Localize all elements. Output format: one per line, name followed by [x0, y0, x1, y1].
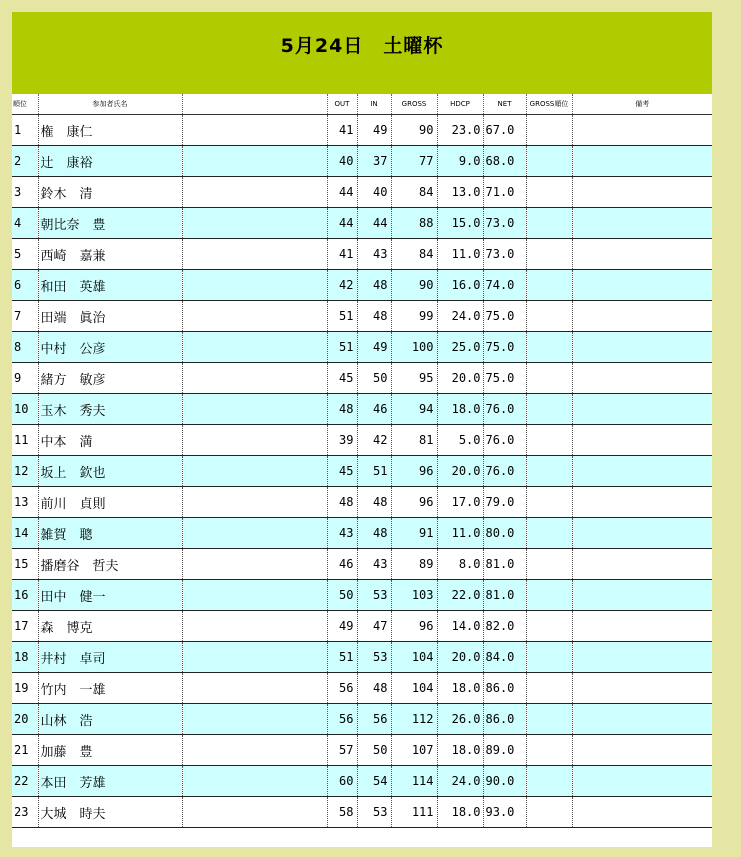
cell-net: 76.0 — [483, 425, 526, 456]
header-rank: 順位 — [12, 94, 38, 115]
cell-in: 46 — [357, 394, 391, 425]
cell-out: 58 — [327, 797, 357, 828]
cell-player-name: 鈴木 清 — [38, 177, 182, 208]
cell-note — [572, 518, 712, 549]
cell-rank: 19 — [12, 673, 38, 704]
title-band — [12, 12, 712, 94]
cell-blank — [182, 673, 327, 704]
cell-player-name: 大城 時夫 — [38, 797, 182, 828]
cell-countback — [526, 549, 572, 580]
cell-gross: 104 — [391, 642, 437, 673]
cell-out: 44 — [327, 208, 357, 239]
cell-in: 48 — [357, 301, 391, 332]
cell-player-name: 井村 卓司 — [38, 642, 182, 673]
cell-blank — [182, 735, 327, 766]
cell-player-name: 森 博克 — [38, 611, 182, 642]
cell-in: 53 — [357, 642, 391, 673]
cell-gross: 100 — [391, 332, 437, 363]
cell-note — [572, 115, 712, 146]
cell-in: 48 — [357, 487, 391, 518]
cell-rank: 9 — [12, 363, 38, 394]
cell-in: 47 — [357, 611, 391, 642]
cell-net: 89.0 — [483, 735, 526, 766]
cell-countback — [526, 673, 572, 704]
cell-gross: 96 — [391, 611, 437, 642]
cell-player-name: 本田 芳雄 — [38, 766, 182, 797]
cell-player-name: 中村 公彦 — [38, 332, 182, 363]
cell-blank — [182, 177, 327, 208]
cell-in: 40 — [357, 177, 391, 208]
cell-note — [572, 549, 712, 580]
cell-net: 79.0 — [483, 487, 526, 518]
cell-blank — [182, 208, 327, 239]
cell-gross: 114 — [391, 766, 437, 797]
cell-rank: 21 — [12, 735, 38, 766]
cell-hdcp: 20.0 — [437, 456, 483, 487]
cell-countback — [526, 580, 572, 611]
table-row — [12, 208, 712, 239]
cell-gross: 99 — [391, 301, 437, 332]
cell-rank: 1 — [12, 115, 38, 146]
cell-gross: 95 — [391, 363, 437, 394]
cell-note — [572, 332, 712, 363]
cell-countback — [526, 177, 572, 208]
results-body — [12, 115, 712, 828]
cell-net: 73.0 — [483, 239, 526, 270]
cell-hdcp: 16.0 — [437, 270, 483, 301]
table-row — [12, 487, 712, 518]
cell-player-name: 辻 康裕 — [38, 146, 182, 177]
cell-net: 74.0 — [483, 270, 526, 301]
results-table — [12, 94, 712, 828]
cell-hdcp: 24.0 — [437, 766, 483, 797]
table-row — [12, 270, 712, 301]
cell-rank: 13 — [12, 487, 38, 518]
cell-out: 57 — [327, 735, 357, 766]
cell-blank — [182, 239, 327, 270]
cell-in: 54 — [357, 766, 391, 797]
cell-player-name: 坂上 欽也 — [38, 456, 182, 487]
cell-hdcp: 24.0 — [437, 301, 483, 332]
header-net: NET — [483, 94, 526, 115]
cell-note — [572, 797, 712, 828]
cell-gross: 111 — [391, 797, 437, 828]
cell-player-name: 玉木 秀夫 — [38, 394, 182, 425]
cell-blank — [182, 146, 327, 177]
cell-countback — [526, 456, 572, 487]
cell-countback — [526, 363, 572, 394]
cell-player-name: 前川 貞則 — [38, 487, 182, 518]
cell-blank — [182, 425, 327, 456]
cell-player-name: 中本 満 — [38, 425, 182, 456]
cell-player-name: 田中 健一 — [38, 580, 182, 611]
cell-blank — [182, 580, 327, 611]
cell-hdcp: 25.0 — [437, 332, 483, 363]
cell-countback — [526, 425, 572, 456]
cell-note — [572, 239, 712, 270]
cell-out: 48 — [327, 394, 357, 425]
cell-net: 73.0 — [483, 208, 526, 239]
cell-gross: 77 — [391, 146, 437, 177]
cell-rank: 14 — [12, 518, 38, 549]
table-row — [12, 425, 712, 456]
cell-net: 81.0 — [483, 549, 526, 580]
table-row — [12, 549, 712, 580]
table-row — [12, 673, 712, 704]
header-gross: GROSS — [391, 94, 437, 115]
cell-gross: 81 — [391, 425, 437, 456]
cell-blank — [182, 301, 327, 332]
cell-player-name: 権 康仁 — [38, 115, 182, 146]
cell-net: 82.0 — [483, 611, 526, 642]
table-row — [12, 239, 712, 270]
cell-gross: 90 — [391, 115, 437, 146]
results-sheet — [12, 12, 712, 847]
cell-rank: 6 — [12, 270, 38, 301]
cell-out: 42 — [327, 270, 357, 301]
header-out: OUT — [327, 94, 357, 115]
cell-note — [572, 456, 712, 487]
cell-note — [572, 208, 712, 239]
cell-out: 45 — [327, 456, 357, 487]
cell-net: 76.0 — [483, 394, 526, 425]
cell-countback — [526, 735, 572, 766]
cell-note — [572, 580, 712, 611]
cell-blank — [182, 487, 327, 518]
cell-hdcp: 23.0 — [437, 115, 483, 146]
cell-in: 48 — [357, 518, 391, 549]
cell-out: 39 — [327, 425, 357, 456]
cell-net: 68.0 — [483, 146, 526, 177]
cell-hdcp: 5.0 — [437, 425, 483, 456]
cell-net: 86.0 — [483, 673, 526, 704]
cell-gross: 90 — [391, 270, 437, 301]
header-row — [12, 94, 712, 115]
cell-countback — [526, 239, 572, 270]
cell-rank: 20 — [12, 704, 38, 735]
cell-blank — [182, 456, 327, 487]
cell-in: 48 — [357, 673, 391, 704]
cell-net: 75.0 — [483, 332, 526, 363]
cell-in: 56 — [357, 704, 391, 735]
table-row — [12, 580, 712, 611]
cell-countback — [526, 642, 572, 673]
table-row — [12, 332, 712, 363]
cell-net: 67.0 — [483, 115, 526, 146]
cell-player-name: 竹内 一雄 — [38, 673, 182, 704]
table-row — [12, 146, 712, 177]
header-hdcp: HDCP — [437, 94, 483, 115]
cell-rank: 4 — [12, 208, 38, 239]
cell-blank — [182, 115, 327, 146]
cell-note — [572, 363, 712, 394]
cell-out: 48 — [327, 487, 357, 518]
cell-hdcp: 14.0 — [437, 611, 483, 642]
cell-in: 37 — [357, 146, 391, 177]
cell-out: 51 — [327, 301, 357, 332]
table-row — [12, 301, 712, 332]
cell-net: 81.0 — [483, 580, 526, 611]
cell-in: 48 — [357, 270, 391, 301]
cell-net: 75.0 — [483, 301, 526, 332]
cell-in: 49 — [357, 332, 391, 363]
cell-countback — [526, 487, 572, 518]
cell-in: 43 — [357, 239, 391, 270]
cell-player-name: 播磨谷 哲夫 — [38, 549, 182, 580]
cell-blank — [182, 518, 327, 549]
cell-note — [572, 673, 712, 704]
cell-out: 40 — [327, 146, 357, 177]
cell-net: 75.0 — [483, 363, 526, 394]
cell-player-name: 山林 浩 — [38, 704, 182, 735]
cell-out: 51 — [327, 332, 357, 363]
cell-hdcp: 20.0 — [437, 363, 483, 394]
table-row — [12, 735, 712, 766]
cell-out: 51 — [327, 642, 357, 673]
cell-rank: 12 — [12, 456, 38, 487]
cell-gross: 103 — [391, 580, 437, 611]
table-row — [12, 797, 712, 828]
cell-countback — [526, 332, 572, 363]
cell-gross: 96 — [391, 456, 437, 487]
page-title: 5月24日 土曜杯 — [280, 34, 444, 57]
cell-rank: 18 — [12, 642, 38, 673]
cell-out: 46 — [327, 549, 357, 580]
cell-net: 71.0 — [483, 177, 526, 208]
cell-note — [572, 270, 712, 301]
cell-blank — [182, 332, 327, 363]
header-blank — [182, 94, 327, 115]
cell-player-name: 雑賀 聰 — [38, 518, 182, 549]
cell-gross: 88 — [391, 208, 437, 239]
cell-countback — [526, 518, 572, 549]
cell-note — [572, 766, 712, 797]
cell-net: 86.0 — [483, 704, 526, 735]
cell-blank — [182, 363, 327, 394]
cell-gross: 91 — [391, 518, 437, 549]
table-row — [12, 394, 712, 425]
cell-countback — [526, 146, 572, 177]
cell-countback — [526, 766, 572, 797]
table-row — [12, 115, 712, 146]
cell-countback — [526, 611, 572, 642]
cell-out: 41 — [327, 115, 357, 146]
cell-in: 51 — [357, 456, 391, 487]
cell-countback — [526, 301, 572, 332]
cell-hdcp: 11.0 — [437, 518, 483, 549]
table-row — [12, 642, 712, 673]
cell-hdcp: 18.0 — [437, 394, 483, 425]
cell-in: 44 — [357, 208, 391, 239]
cell-rank: 15 — [12, 549, 38, 580]
cell-countback — [526, 115, 572, 146]
cell-hdcp: 17.0 — [437, 487, 483, 518]
cell-rank: 23 — [12, 797, 38, 828]
cell-hdcp: 26.0 — [437, 704, 483, 735]
cell-rank: 8 — [12, 332, 38, 363]
cell-gross: 84 — [391, 177, 437, 208]
cell-countback — [526, 208, 572, 239]
header-note: 備考 — [572, 94, 712, 115]
cell-player-name: 緒方 敏彦 — [38, 363, 182, 394]
cell-rank: 7 — [12, 301, 38, 332]
cell-note — [572, 146, 712, 177]
cell-blank — [182, 611, 327, 642]
cell-net: 84.0 — [483, 642, 526, 673]
table-row — [12, 611, 712, 642]
cell-player-name: 西崎 嘉兼 — [38, 239, 182, 270]
cell-rank: 11 — [12, 425, 38, 456]
cell-hdcp: 15.0 — [437, 208, 483, 239]
cell-in: 50 — [357, 735, 391, 766]
cell-hdcp: 18.0 — [437, 797, 483, 828]
cell-note — [572, 177, 712, 208]
cell-note — [572, 487, 712, 518]
cell-gross: 89 — [391, 549, 437, 580]
cell-in: 53 — [357, 580, 391, 611]
cell-rank: 22 — [12, 766, 38, 797]
cell-gross: 112 — [391, 704, 437, 735]
cell-blank — [182, 270, 327, 301]
cell-out: 43 — [327, 518, 357, 549]
table-row — [12, 704, 712, 735]
cell-note — [572, 704, 712, 735]
cell-out: 56 — [327, 704, 357, 735]
cell-player-name: 加藤 豊 — [38, 735, 182, 766]
cell-out: 41 — [327, 239, 357, 270]
cell-blank — [182, 797, 327, 828]
cell-in: 49 — [357, 115, 391, 146]
table-row — [12, 363, 712, 394]
cell-countback — [526, 394, 572, 425]
header-in: IN — [357, 94, 391, 115]
cell-rank: 17 — [12, 611, 38, 642]
cell-gross: 104 — [391, 673, 437, 704]
cell-note — [572, 394, 712, 425]
cell-in: 50 — [357, 363, 391, 394]
cell-gross: 107 — [391, 735, 437, 766]
cell-net: 80.0 — [483, 518, 526, 549]
cell-player-name: 田端 眞治 — [38, 301, 182, 332]
cell-hdcp: 11.0 — [437, 239, 483, 270]
cell-note — [572, 611, 712, 642]
cell-player-name: 和田 英雄 — [38, 270, 182, 301]
cell-blank — [182, 394, 327, 425]
cell-rank: 2 — [12, 146, 38, 177]
cell-gross: 94 — [391, 394, 437, 425]
cell-out: 50 — [327, 580, 357, 611]
cell-countback — [526, 704, 572, 735]
cell-out: 60 — [327, 766, 357, 797]
cell-hdcp: 18.0 — [437, 735, 483, 766]
cell-note — [572, 642, 712, 673]
cell-out: 49 — [327, 611, 357, 642]
header-countback: GROSS順位 — [526, 94, 572, 115]
cell-rank: 5 — [12, 239, 38, 270]
cell-out: 45 — [327, 363, 357, 394]
cell-blank — [182, 642, 327, 673]
cell-rank: 3 — [12, 177, 38, 208]
cell-note — [572, 735, 712, 766]
cell-out: 56 — [327, 673, 357, 704]
cell-blank — [182, 704, 327, 735]
cell-blank — [182, 549, 327, 580]
cell-hdcp: 13.0 — [437, 177, 483, 208]
header-name: 参加者氏名 — [38, 94, 182, 115]
cell-hdcp: 9.0 — [437, 146, 483, 177]
cell-blank — [182, 766, 327, 797]
cell-note — [572, 425, 712, 456]
table-row — [12, 177, 712, 208]
cell-countback — [526, 797, 572, 828]
cell-rank: 16 — [12, 580, 38, 611]
cell-gross: 84 — [391, 239, 437, 270]
cell-hdcp: 18.0 — [437, 673, 483, 704]
cell-gross: 96 — [391, 487, 437, 518]
cell-hdcp: 20.0 — [437, 642, 483, 673]
cell-out: 44 — [327, 177, 357, 208]
cell-countback — [526, 270, 572, 301]
table-row — [12, 766, 712, 797]
cell-player-name: 朝比奈 豊 — [38, 208, 182, 239]
cell-in: 43 — [357, 549, 391, 580]
cell-in: 53 — [357, 797, 391, 828]
cell-net: 90.0 — [483, 766, 526, 797]
table-row — [12, 456, 712, 487]
cell-hdcp: 8.0 — [437, 549, 483, 580]
table-row — [12, 518, 712, 549]
cell-note — [572, 301, 712, 332]
cell-hdcp: 22.0 — [437, 580, 483, 611]
cell-in: 42 — [357, 425, 391, 456]
cell-net: 76.0 — [483, 456, 526, 487]
cell-rank: 10 — [12, 394, 38, 425]
cell-net: 93.0 — [483, 797, 526, 828]
